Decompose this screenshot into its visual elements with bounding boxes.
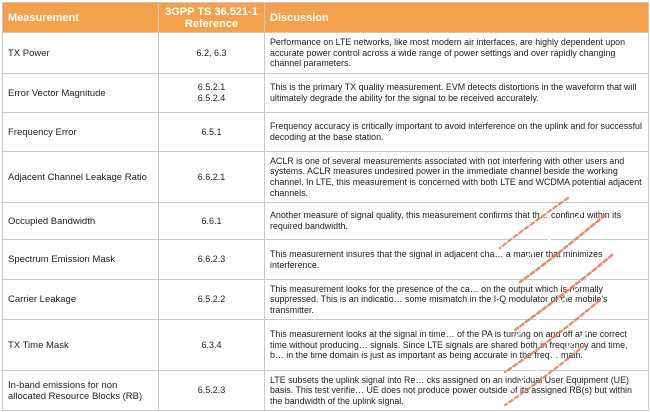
table-row (3, 240, 649, 280)
reference-cell: 6.5.2.1 6.5.2.4 (159, 74, 265, 113)
measurement-cell: Error Vector Magnitude (3, 74, 159, 113)
reference-cell: 6.5.2.3 (159, 371, 265, 411)
discussion-cell: This is the primary TX quality measurement. EVM detects distortions in the waveform that will ultimately degrade the ability for the signal to be received accurately. (265, 74, 649, 113)
reference-cell: 6.2, 6.3 (159, 33, 265, 74)
header-discussion: Discussion (265, 3, 649, 33)
measurement-cell: TX Time Mask (3, 320, 159, 371)
discussion-cell: LTE subsets the uplink signal into Re… cks assigned on an individual User Equipment (UE) basis. This test verifie… UE does not produce power outside of its assigned RB(s) but within the bandwidth of the uplink signal. (265, 371, 649, 411)
header-measurement: Measurement (3, 3, 159, 33)
discussion-cell: This measurement looks at the signal in time… of the PA is turning on and off at the correct time without producing… signals. Since LTE signals are shared both in frequency and time, b… in the time domain is just as important as being accurate in the freq… main. (265, 320, 649, 371)
table-row (3, 33, 649, 74)
reference-cell: 6.6.1 (159, 203, 265, 240)
reference-cell: 6.5.1 (159, 113, 265, 152)
discussion-cell: Another measure of signal quality, this measurement confirms that th… confined within its required bandwidth. (265, 203, 649, 240)
reference-cell: 6.6.2.1 (159, 152, 265, 203)
table-row (3, 320, 649, 371)
discussion-cell: This measurement insures that the signal in adjacent cha… a manner that minimizes interference. (265, 240, 649, 280)
measurement-table (2, 2, 649, 411)
table-row (3, 280, 649, 320)
discussion-cell: Frequency accuracy is critically important to avoid interference on the uplink and for successful decoding at the base station. (265, 113, 649, 152)
reference-cell: 6.6.2.3 (159, 240, 265, 280)
measurement-cell: In-band emissions for non allocated Resource Blocks (RB) (3, 371, 159, 411)
measurement-cell: Occupied Bandwidth (3, 203, 159, 240)
measurement-cell: Carrier Leakage (3, 280, 159, 320)
discussion-cell: Performance on LTE networks, like most modern air interfaces, are highly dependent upon accurate power control across a wide range of power settings and over rapidly changing channel parameters. (265, 33, 649, 74)
table-row (3, 113, 649, 152)
header-row (3, 3, 649, 33)
discussion-cell: This measurement looks for the presence of the ca… on the output which is normally suppressed. This is an indicatio… some mismatch in the I-Q modulator of the mobile's transmitter. (265, 280, 649, 320)
header-reference: 3GPP TS 36.521-1 Reference (159, 3, 265, 33)
table-row (3, 74, 649, 113)
reference-cell: 6.3.4 (159, 320, 265, 371)
table-row (3, 152, 649, 203)
measurement-cell: Adjacent Channel Leakage Ratio (3, 152, 159, 203)
discussion-cell: ACLR is one of several measurements associated with not interfering with other users and systems. ACLR measures undesired power in the immediate channel beside the working channel. In LTE, this measurement is concerned with both LTE and WCDMA potential adjacent channels. (265, 152, 649, 203)
measurement-cell: Frequency Error (3, 113, 159, 152)
measurement-cell: TX Power (3, 33, 159, 74)
table-row (3, 371, 649, 411)
table-row (3, 203, 649, 240)
measurement-cell: Spectrum Emission Mask (3, 240, 159, 280)
reference-cell: 6.5.2.2 (159, 280, 265, 320)
